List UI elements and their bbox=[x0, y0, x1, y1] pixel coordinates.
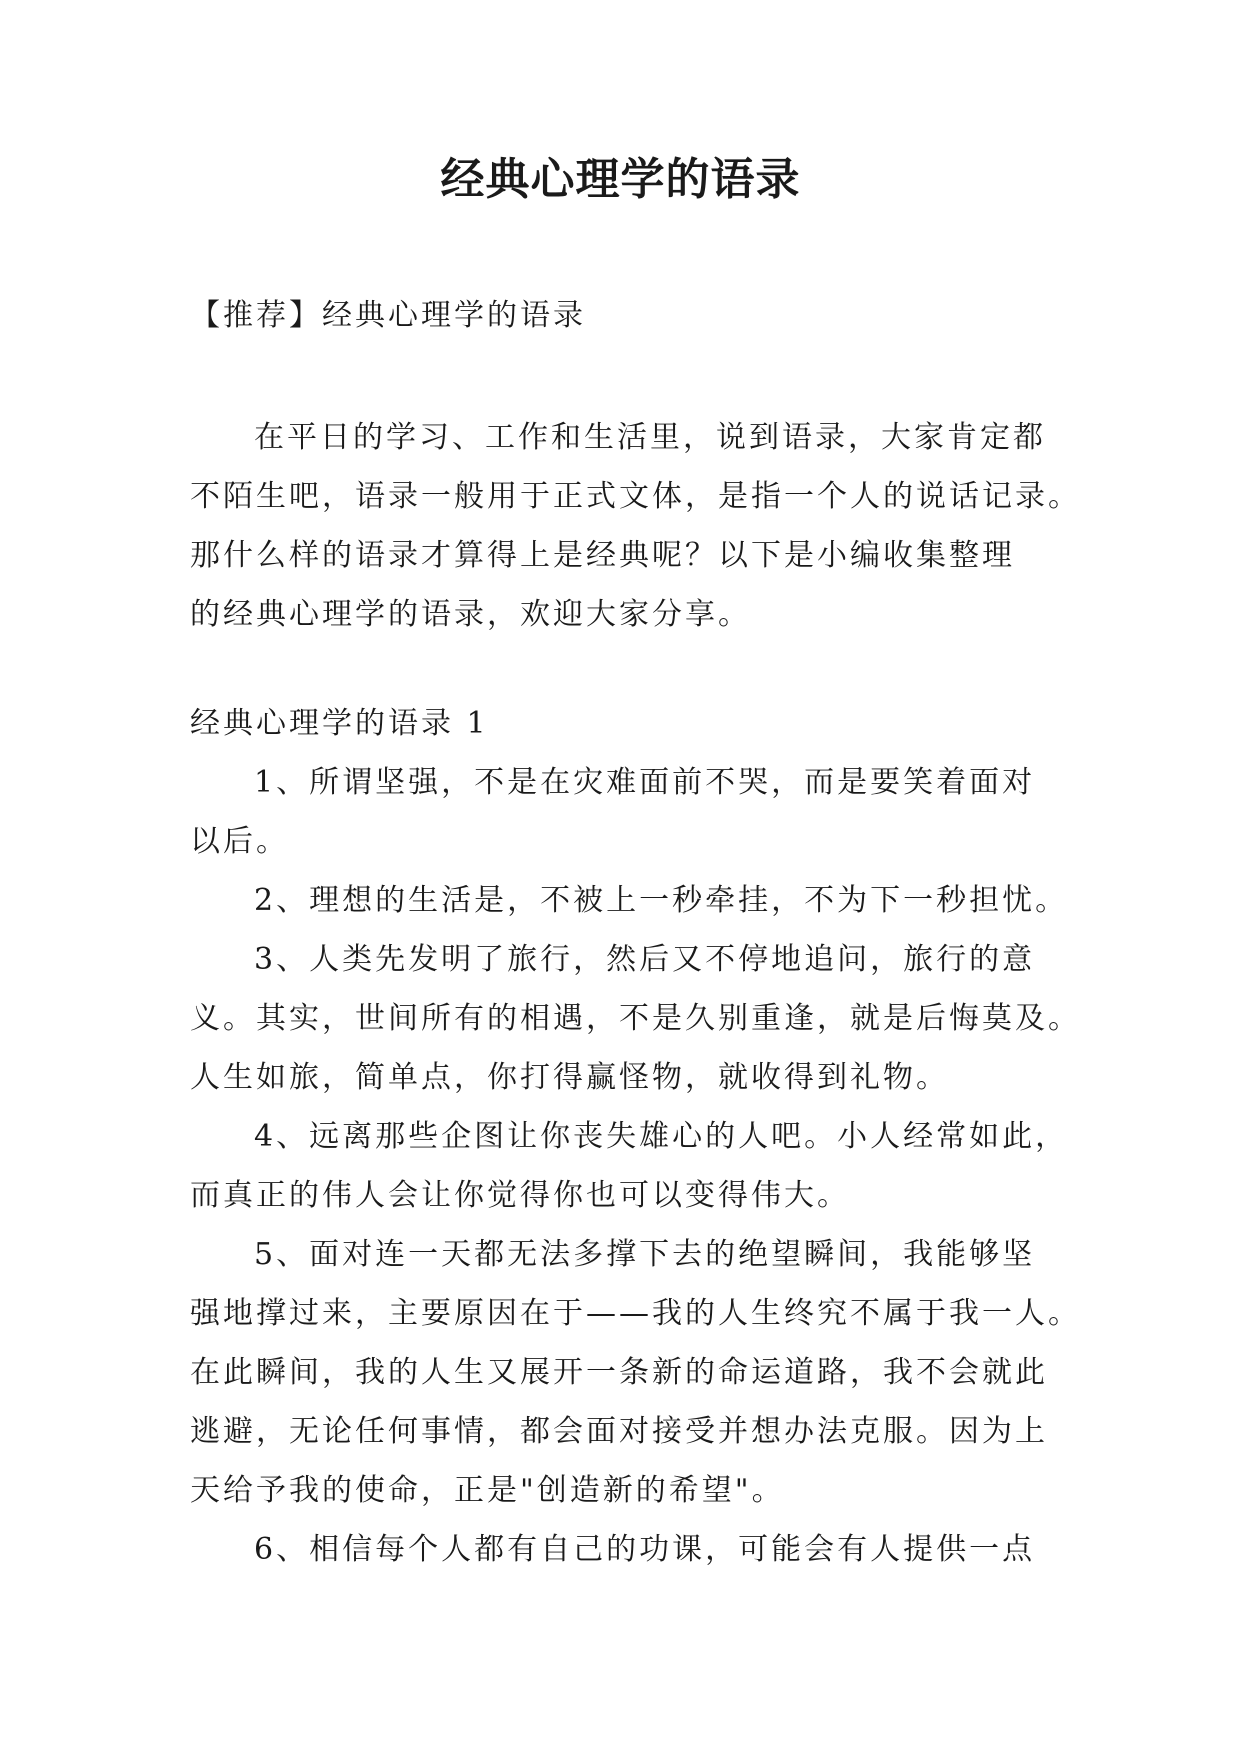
spacer bbox=[190, 345, 1050, 408]
quote-line: 以后。 bbox=[190, 824, 289, 859]
document-body bbox=[190, 286, 1081, 1579]
quote-line: 人生如旅，简单点，你打得赢怪物，就收得到礼物。 bbox=[190, 1060, 949, 1095]
intro-line: 的经典心理学的语录，欢迎大家分享。 bbox=[190, 597, 751, 632]
section-heading: 经典心理学的语录 1 bbox=[190, 706, 489, 741]
quote-line: 逃避，无论任何事情，都会面对接受并想办法克服。因为上 bbox=[190, 1414, 1048, 1449]
quote-item-4 bbox=[190, 1107, 1069, 1225]
recommend-line: 【推荐】经典心理学的语录 bbox=[190, 298, 586, 333]
quote-line: 天给予我的使命，正是"创造新的希望"。 bbox=[190, 1473, 785, 1508]
quote-line: 4、远离那些企图让你丧失雄心的人吧。小人经常如此， bbox=[254, 1119, 1069, 1154]
document-title: 经典心理学的语录 bbox=[440, 154, 801, 205]
quote-line: 义。其实，世间所有的相遇，不是久别重逢，就是后悔莫及。 bbox=[190, 1001, 1081, 1036]
quote-item-5 bbox=[190, 1225, 1081, 1520]
intro-line: 不陌生吧，语录一般用于正式文体，是指一个人的说话记录。 bbox=[190, 479, 1081, 514]
quote-line: 1、所谓坚强，不是在灾难面前不哭，而是要笑着面对 bbox=[254, 765, 1036, 800]
quote-line: 5、面对连一天都无法多撑下去的绝望瞬间，我能够坚 bbox=[254, 1237, 1036, 1272]
quote-item-6 bbox=[190, 1520, 1050, 1579]
quote-item-1 bbox=[190, 753, 1050, 871]
quote-line: 强地撑过来，主要原因在于——我的人生终究不属于我一人。 bbox=[190, 1296, 1081, 1331]
quote-line: 2、理想的生活是，不被上一秒牵挂，不为下一秒担忧。 bbox=[254, 883, 1069, 918]
spacer bbox=[190, 644, 1050, 694]
intro-line: 在平日的学习、工作和生活里，说到语录，大家肯定都 bbox=[254, 420, 1046, 455]
quote-item-3 bbox=[190, 930, 1081, 1107]
intro-line: 那什么样的语录才算得上是经典呢？以下是小编收集整理 bbox=[190, 538, 1015, 573]
quote-line: 3、人类先发明了旅行，然后又不停地追问，旅行的意 bbox=[254, 942, 1036, 977]
intro-paragraph bbox=[190, 408, 1081, 644]
quote-item-2 bbox=[190, 871, 1069, 930]
quote-line: 6、相信每个人都有自己的功课，可能会有人提供一点 bbox=[254, 1532, 1036, 1567]
quote-line: 在此瞬间，我的人生又展开一条新的命运道路，我不会就此 bbox=[190, 1355, 1048, 1390]
quote-line: 而真正的伟人会让你觉得你也可以变得伟大。 bbox=[190, 1178, 850, 1213]
